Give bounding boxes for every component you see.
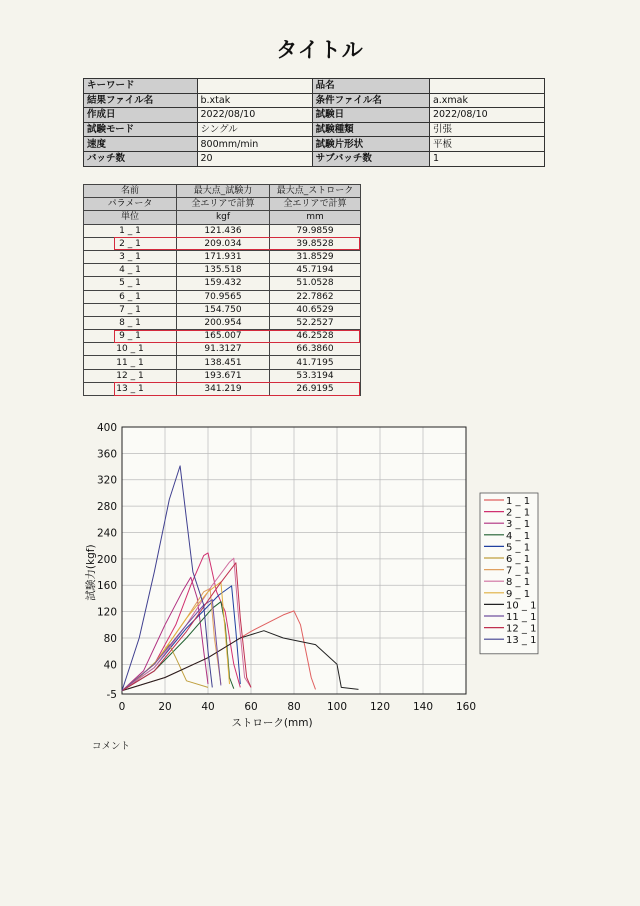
info-value: a.xmak xyxy=(429,93,544,108)
legend-entry: 9 _ 1 xyxy=(506,588,531,600)
result-cell: 121.436 xyxy=(177,224,270,237)
y-axis-title: 試験力(kgf) xyxy=(85,544,97,601)
result-cell: 6 _ 1 xyxy=(84,290,177,303)
result-header-cell: mm xyxy=(270,211,361,224)
result-cell: 3 _ 1 xyxy=(84,250,177,263)
result-cell: 159.432 xyxy=(177,277,270,290)
info-value: 800mm/min xyxy=(197,137,312,152)
result-cell: 26.9195 xyxy=(270,382,361,395)
result-cell: 51.0528 xyxy=(270,277,361,290)
result-cell: 13 _ 1 xyxy=(84,382,177,395)
result-cell: 5 _ 1 xyxy=(84,277,177,290)
comment-label: コメント xyxy=(92,741,131,752)
x-tick-label: 0 xyxy=(118,701,126,713)
result-cell: 7 _ 1 xyxy=(84,303,177,316)
result-cell: 52.2527 xyxy=(270,316,361,329)
info-value: b.xtak xyxy=(197,93,312,108)
legend-entry: 1 _ 1 xyxy=(506,496,531,507)
result-cell: 79.9859 xyxy=(270,224,361,237)
legend-entry: 7 _ 1 xyxy=(506,565,531,577)
info-value: 2022/08/10 xyxy=(197,108,312,123)
info-label: 結果ファイル名 xyxy=(84,93,198,108)
info-value: 引張 xyxy=(429,122,544,137)
legend-entry: 4 _ 1 xyxy=(506,530,531,542)
result-header-cell: 最大点_試験力 xyxy=(177,185,270,198)
info-value: 20 xyxy=(197,151,312,166)
info-value: 平板 xyxy=(429,137,544,152)
result-cell: 40.6529 xyxy=(270,303,361,316)
result-cell: 135.518 xyxy=(177,264,270,277)
legend-entry: 12 _ 1 xyxy=(506,623,537,635)
result-header-cell: 最大点_ストローク xyxy=(270,185,361,198)
result-header-cell: パラメータ xyxy=(84,198,177,211)
legend-entry: 13 _ 1 xyxy=(506,635,537,647)
result-cell: 22.7862 xyxy=(270,290,361,303)
info-label: 試験モード xyxy=(84,122,198,137)
result-cell: 39.8528 xyxy=(270,237,361,250)
x-tick-label: 140 xyxy=(412,701,434,713)
result-cell: 11 _ 1 xyxy=(84,356,177,369)
info-label: 条件ファイル名 xyxy=(312,93,429,108)
result-cell: 91.3127 xyxy=(177,343,270,356)
y-tick-label: 120 xyxy=(96,606,117,619)
x-tick-label: 160 xyxy=(455,701,477,713)
result-cell: 193.671 xyxy=(177,369,270,382)
result-cell: 10 _ 1 xyxy=(84,343,177,356)
legend-entry: 11 _ 1 xyxy=(506,612,537,623)
result-cell: 341.219 xyxy=(177,382,270,395)
x-tick-label: 60 xyxy=(244,701,258,713)
result-cell: 31.8529 xyxy=(270,250,361,263)
result-header-cell: 全エリアで計算 xyxy=(177,198,270,211)
result-cell: 200.954 xyxy=(177,316,270,329)
info-label: キーワード xyxy=(84,79,198,94)
y-tick-label: 40 xyxy=(103,659,117,672)
info-value: 2022/08/10 xyxy=(429,108,544,123)
y-tick-label: 160 xyxy=(96,580,117,593)
y-tick-label: 80 xyxy=(103,632,117,645)
result-cell: 8 _ 1 xyxy=(84,316,177,329)
page-title: タイトル xyxy=(276,38,364,62)
x-tick-label: 100 xyxy=(326,701,348,713)
info-label: 作成日 xyxy=(84,108,198,123)
info-label: バッチ数 xyxy=(84,151,198,166)
info-label: 試験日 xyxy=(312,108,429,123)
legend-entry: 6 _ 1 xyxy=(506,554,531,565)
info-value: 1 xyxy=(429,151,544,166)
result-cell: 9 _ 1 xyxy=(84,330,177,343)
info-label: 品名 xyxy=(312,79,429,94)
result-cell: 165.007 xyxy=(177,330,270,343)
legend-entry: 5 _ 1 xyxy=(506,542,531,554)
result-cell: 154.750 xyxy=(177,303,270,316)
result-header-cell: 単位 xyxy=(84,211,177,224)
result-cell: 66.3860 xyxy=(270,343,361,356)
result-cell: 138.451 xyxy=(177,356,270,369)
x-axis-title: ストローク(mm) xyxy=(231,717,313,729)
result-header-cell: 名前 xyxy=(84,185,177,198)
info-label: サブバッチ数 xyxy=(312,151,429,166)
info-label: 速度 xyxy=(84,137,198,152)
result-cell: 209.034 xyxy=(177,237,270,250)
result-cell: 12 _ 1 xyxy=(84,369,177,382)
y-tick-label: -5 xyxy=(106,689,117,701)
y-tick-label: 320 xyxy=(96,474,117,487)
x-tick-label: 40 xyxy=(201,701,215,713)
result-cell: 1 _ 1 xyxy=(84,224,177,237)
result-header-cell: kgf xyxy=(177,211,270,224)
legend-entry: 3 _ 1 xyxy=(506,519,531,531)
result-cell: 2 _ 1 xyxy=(84,237,177,250)
result-cell: 4 _ 1 xyxy=(84,264,177,277)
x-tick-label: 80 xyxy=(287,701,301,713)
legend-entry: 10 _ 1 xyxy=(506,600,537,612)
result-cell: 171.931 xyxy=(177,250,270,263)
x-tick-label: 120 xyxy=(369,701,391,713)
y-tick-label: 280 xyxy=(96,501,117,514)
info-label: 試験種類 xyxy=(312,122,429,137)
y-tick-label: 360 xyxy=(96,448,117,461)
y-tick-label: 240 xyxy=(96,527,117,540)
result-cell: 70.9565 xyxy=(177,290,270,303)
info-label: 試験片形状 xyxy=(312,137,429,152)
result-cell: 53.3194 xyxy=(270,369,361,382)
info-value: シングル xyxy=(197,122,312,137)
x-tick-label: 20 xyxy=(158,701,172,713)
result-cell: 41.7195 xyxy=(270,356,361,369)
legend-entry: 2 _ 1 xyxy=(506,507,531,519)
result-cell: 45.7194 xyxy=(270,264,361,277)
result-header-cell: 全エリアで計算 xyxy=(270,198,361,211)
y-tick-label: 200 xyxy=(96,553,117,566)
result-cell: 46.2528 xyxy=(270,330,361,343)
legend-entry: 8 _ 1 xyxy=(506,577,531,589)
y-tick-label: 400 xyxy=(96,422,117,434)
